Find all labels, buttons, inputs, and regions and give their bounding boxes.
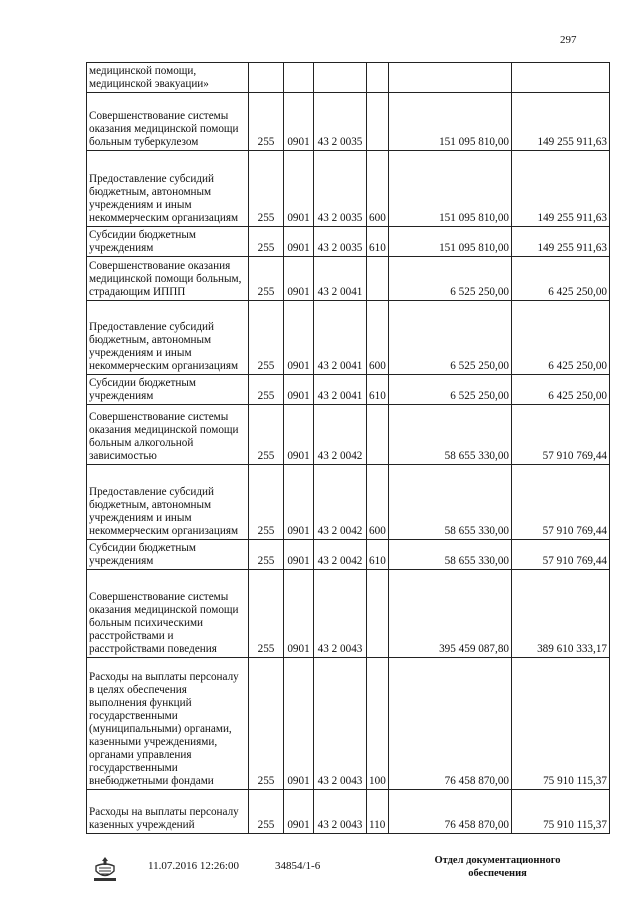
budget-table xyxy=(86,62,610,834)
row-name-cell: Субсидии бюджетным учреждениям xyxy=(87,227,249,257)
row-code-cell: 255 xyxy=(249,151,284,227)
table-row xyxy=(87,405,610,465)
row-amount-planned-cell xyxy=(389,63,512,93)
row-expense-cell xyxy=(367,93,389,151)
row-name-cell: Предоставление субсидий бюджетным, автономным учреждениям и иным некоммерческим организациям xyxy=(87,151,249,227)
row-name-cell: Совершенствование системы оказания медицинской помощи больным туберкулезом xyxy=(87,93,249,151)
row-amount-executed-cell: 149 255 911,63 xyxy=(512,151,610,227)
table-row xyxy=(87,658,610,790)
table-row xyxy=(87,63,610,93)
row-code-cell xyxy=(249,63,284,93)
row-section-cell: 0901 xyxy=(284,375,314,405)
row-section-cell: 0901 xyxy=(284,257,314,301)
page-number: 297 xyxy=(560,34,577,46)
row-target-cell: 43 2 0041 xyxy=(314,257,367,301)
footer-datetime: 11.07.2016 12:26:00 xyxy=(148,860,239,872)
row-code-cell: 255 xyxy=(249,465,284,540)
row-code-cell: 255 xyxy=(249,375,284,405)
row-amount-planned-cell: 151 095 810,00 xyxy=(389,227,512,257)
table-row xyxy=(87,227,610,257)
row-code-cell: 255 xyxy=(249,405,284,465)
row-section-cell: 0901 xyxy=(284,93,314,151)
row-code-cell: 255 xyxy=(249,301,284,375)
row-name-cell: Совершенствование системы оказания медицинской помощи больным алкогольной зависимостью xyxy=(87,405,249,465)
row-amount-executed-cell: 389 610 333,17 xyxy=(512,570,610,658)
row-amount-executed-cell: 6 425 250,00 xyxy=(512,301,610,375)
row-code-cell: 255 xyxy=(249,790,284,834)
row-name-cell: Предоставление субсидий бюджетным, автономным учреждениям и иным некоммерческим организациям xyxy=(87,465,249,540)
table-row xyxy=(87,301,610,375)
row-expense-cell xyxy=(367,257,389,301)
row-name-cell: Субсидии бюджетным учреждениям xyxy=(87,540,249,570)
row-target-cell: 43 2 0035 xyxy=(314,227,367,257)
row-amount-executed-cell: 149 255 911,63 xyxy=(512,227,610,257)
row-amount-planned-cell: 6 525 250,00 xyxy=(389,375,512,405)
row-section-cell: 0901 xyxy=(284,790,314,834)
row-section-cell: 0901 xyxy=(284,540,314,570)
row-expense-cell xyxy=(367,63,389,93)
table-row xyxy=(87,465,610,540)
row-amount-planned-cell: 76 458 870,00 xyxy=(389,658,512,790)
row-expense-cell: 110 xyxy=(367,790,389,834)
row-amount-planned-cell: 151 095 810,00 xyxy=(389,151,512,227)
row-target-cell: 43 2 0042 xyxy=(314,405,367,465)
row-expense-cell: 600 xyxy=(367,301,389,375)
row-amount-executed-cell: 57 910 769,44 xyxy=(512,405,610,465)
row-target-cell: 43 2 0035 xyxy=(314,93,367,151)
row-name-cell: медицинской помощи, медицинской эвакуации» xyxy=(87,63,249,93)
row-amount-planned-cell: 58 655 330,00 xyxy=(389,465,512,540)
row-section-cell: 0901 xyxy=(284,405,314,465)
row-amount-executed-cell: 75 910 115,37 xyxy=(512,658,610,790)
row-code-cell: 255 xyxy=(249,540,284,570)
table-row xyxy=(87,93,610,151)
row-amount-executed-cell: 6 425 250,00 xyxy=(512,375,610,405)
table-body xyxy=(87,63,610,834)
row-code-cell: 255 xyxy=(249,658,284,790)
row-amount-executed-cell: 149 255 911,63 xyxy=(512,93,610,151)
table-row xyxy=(87,151,610,227)
row-section-cell xyxy=(284,63,314,93)
row-expense-cell xyxy=(367,405,389,465)
row-amount-executed-cell: 57 910 769,44 xyxy=(512,465,610,540)
row-amount-executed-cell: 57 910 769,44 xyxy=(512,540,610,570)
row-amount-executed-cell xyxy=(512,63,610,93)
row-expense-cell xyxy=(367,570,389,658)
row-code-cell: 255 xyxy=(249,570,284,658)
page-footer xyxy=(0,852,640,902)
row-section-cell: 0901 xyxy=(284,151,314,227)
row-code-cell: 255 xyxy=(249,227,284,257)
row-name-cell: Совершенствование оказания медицинской помощи больным, страдающим ИППП xyxy=(87,257,249,301)
footer-department xyxy=(420,854,575,880)
row-section-cell: 0901 xyxy=(284,465,314,540)
footer-department-line2: обеспечения xyxy=(468,868,527,879)
row-section-cell: 0901 xyxy=(284,570,314,658)
row-amount-planned-cell: 395 459 087,80 xyxy=(389,570,512,658)
coat-of-arms-icon xyxy=(90,854,120,884)
row-expense-cell: 610 xyxy=(367,227,389,257)
table-row xyxy=(87,375,610,405)
row-target-cell: 43 2 0043 xyxy=(314,658,367,790)
row-target-cell: 43 2 0042 xyxy=(314,540,367,570)
row-amount-planned-cell: 6 525 250,00 xyxy=(389,257,512,301)
row-section-cell: 0901 xyxy=(284,227,314,257)
row-code-cell: 255 xyxy=(249,93,284,151)
row-target-cell: 43 2 0043 xyxy=(314,790,367,834)
row-target-cell: 43 2 0041 xyxy=(314,375,367,405)
row-amount-planned-cell: 6 525 250,00 xyxy=(389,301,512,375)
row-section-cell: 0901 xyxy=(284,301,314,375)
row-target-cell xyxy=(314,63,367,93)
row-expense-cell: 610 xyxy=(367,375,389,405)
table-row xyxy=(87,540,610,570)
row-name-cell: Предоставление субсидий бюджетным, автономным учреждениям и иным некоммерческим организациям xyxy=(87,301,249,375)
row-name-cell: Субсидии бюджетным учреждениям xyxy=(87,375,249,405)
table-row xyxy=(87,790,610,834)
row-amount-planned-cell: 76 458 870,00 xyxy=(389,790,512,834)
row-name-cell: Расходы на выплаты персоналу казенных учреждений xyxy=(87,790,249,834)
row-target-cell: 43 2 0035 xyxy=(314,151,367,227)
table-row xyxy=(87,257,610,301)
footer-doc-number: 34854/1-6 xyxy=(275,860,321,872)
row-name-cell: Расходы на выплаты персоналу в целях обеспечения выполнения функций государственными (муниципальными) органами, казенными учреждениями, органами управления государственными внебюджетными фондами xyxy=(87,658,249,790)
footer-department-line1: Отдел документационного xyxy=(434,855,561,866)
table-row xyxy=(87,570,610,658)
row-amount-planned-cell: 58 655 330,00 xyxy=(389,405,512,465)
row-amount-planned-cell: 151 095 810,00 xyxy=(389,93,512,151)
row-target-cell: 43 2 0041 xyxy=(314,301,367,375)
row-amount-executed-cell: 6 425 250,00 xyxy=(512,257,610,301)
row-target-cell: 43 2 0042 xyxy=(314,465,367,540)
row-target-cell: 43 2 0043 xyxy=(314,570,367,658)
row-amount-planned-cell: 58 655 330,00 xyxy=(389,540,512,570)
row-expense-cell: 100 xyxy=(367,658,389,790)
row-section-cell: 0901 xyxy=(284,658,314,790)
row-code-cell: 255 xyxy=(249,257,284,301)
row-expense-cell: 610 xyxy=(367,540,389,570)
row-expense-cell: 600 xyxy=(367,151,389,227)
row-amount-executed-cell: 75 910 115,37 xyxy=(512,790,610,834)
row-expense-cell: 600 xyxy=(367,465,389,540)
row-name-cell: Совершенствование системы оказания медицинской помощи больным психическими расстройствами и расстройствами поведения xyxy=(87,570,249,658)
